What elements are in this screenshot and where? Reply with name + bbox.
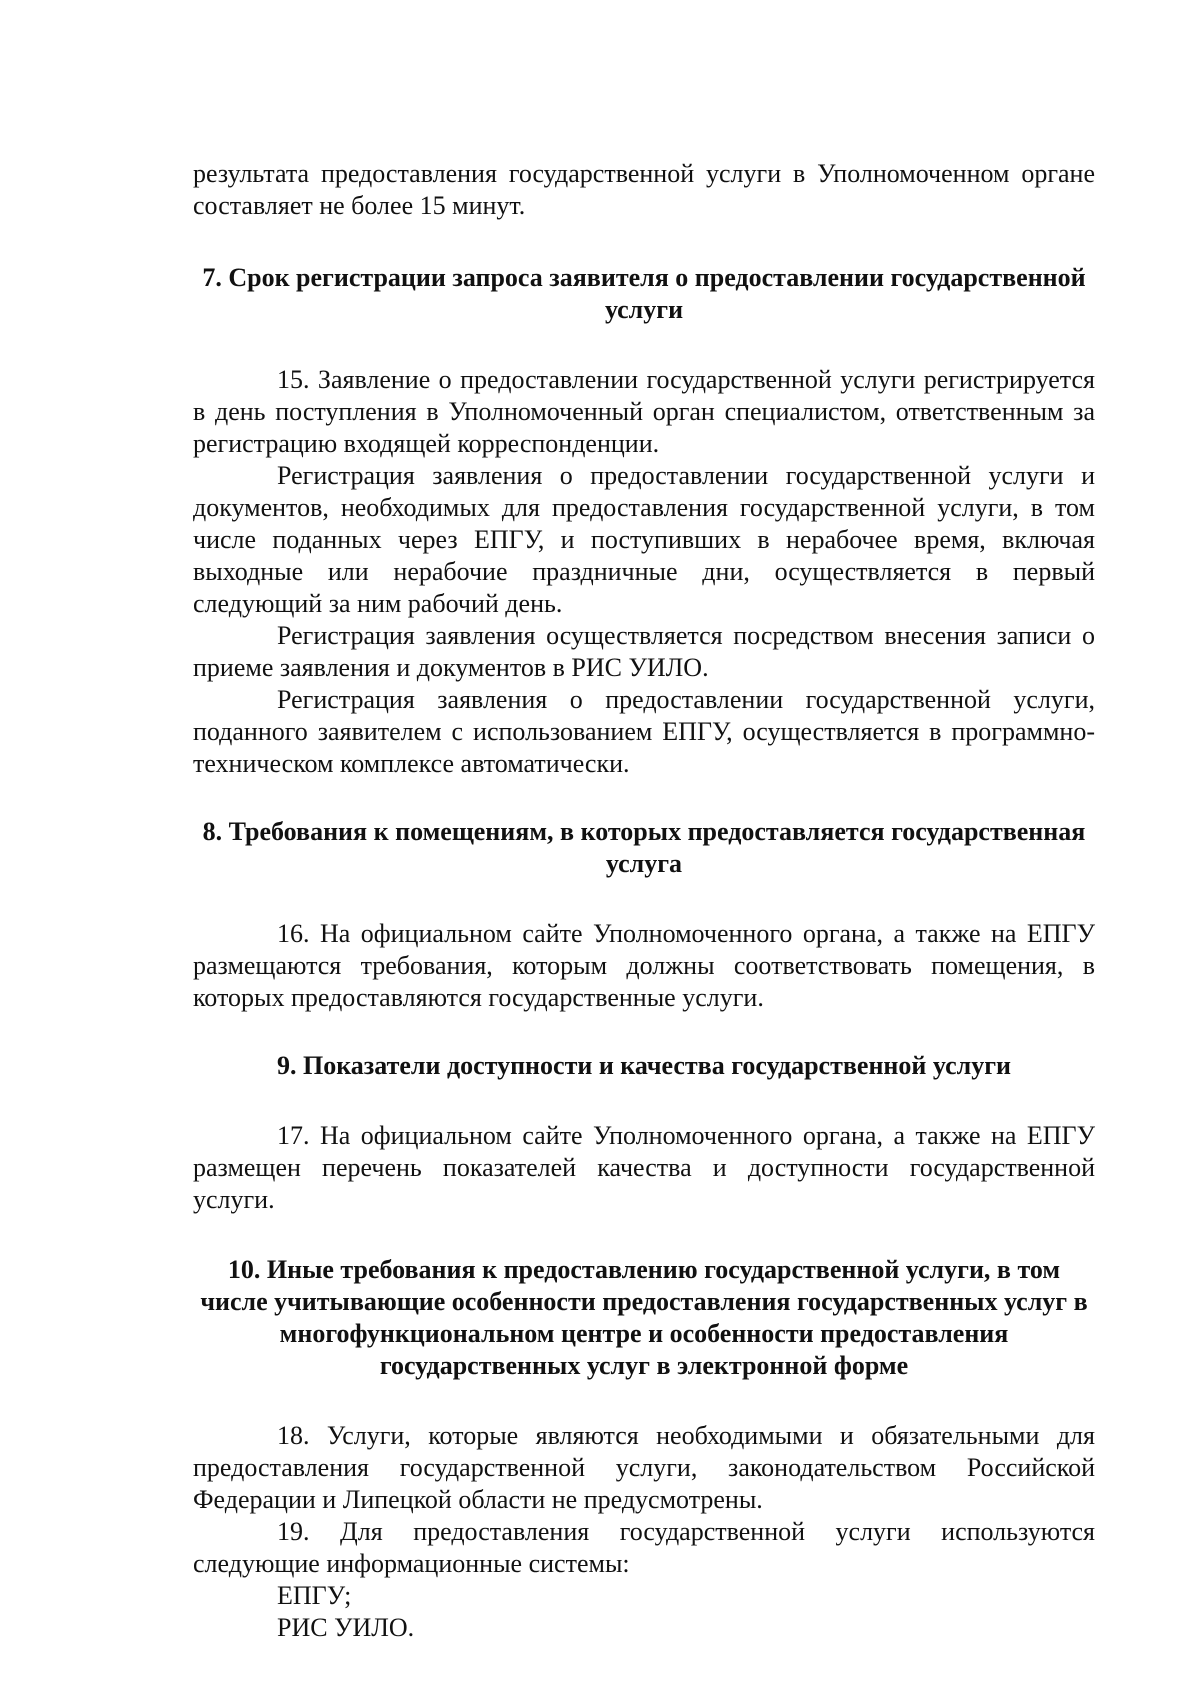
spacer (193, 780, 1095, 816)
spacer (193, 222, 1095, 262)
section-10-heading: 10. Иные требования к предоставлению государственной услуги, в том числе учитывающие особенности предоставления государственных услуг в многофункциональном центре и особенности предоставления государственных услуг в электронной форме (200, 1255, 1088, 1380)
paragraph-16: 16. На официальном сайте Уполномоченного органа, а также на ЕПГУ размещаются требования, которым должны соответствовать помещения, в которых предоставляются государственные услуги. (193, 919, 1095, 1012)
paragraph-registration-record: Регистрация заявления осуществляется посредством внесения записи о приеме заявления и документов в РИС УИЛО. (193, 621, 1095, 682)
spacer (193, 1216, 1095, 1254)
paragraph-registration-docs: Регистрация заявления о предоставлении государственной услуги и документов, необходимых для предоставления государственной услуги, в том числе поданных через ЕПГУ, и поступивших в нерабочее время, включая выходные или нерабочие праздничные дни, осуществляется в первый следующий за ним рабочий день. (193, 461, 1095, 618)
spacer (193, 1082, 1095, 1120)
section-8-heading: 8. Требования к помещениям, в которых предоставляется государственная услуга (202, 817, 1086, 878)
section-9-heading: 9. Показатели доступности и качества государственной услуги (276, 1051, 1012, 1080)
paragraph-17: 17. На официальном сайте Уполномоченного органа, а также на ЕПГУ размещен перечень показателей качества и доступности государственной услуги. (193, 1121, 1095, 1214)
list-item-ris-uilo: РИС УИЛО. (277, 1613, 415, 1642)
section-7-heading: 7. Срок регистрации запроса заявителя о предоставлении государственной услуги (202, 263, 1086, 324)
document-body (193, 158, 1095, 1644)
paragraph-19: 19. Для предоставления государственной услуги используются следующие информационные системы: (193, 1517, 1095, 1578)
paragraph-15: 15. Заявление о предоставлении государственной услуги регистрируется в день поступления в Уполномоченный орган специалистом, ответственным за регистрацию входящей корреспонденции. (193, 365, 1095, 458)
spacer (193, 880, 1095, 918)
spacer (193, 1382, 1095, 1420)
list-item-epgu: ЕПГУ; (277, 1581, 352, 1610)
spacer (193, 326, 1095, 364)
paragraph-registration-epgu: Регистрация заявления о предоставлении государственной услуги, поданного заявителем с использованием ЕПГУ, осуществляется в программно-техническом комплексе автоматически. (193, 685, 1095, 778)
continuation-paragraph: результата предоставления государственной услуги в Уполномоченном органе составляет не более 15 минут. (193, 159, 1095, 220)
spacer (193, 1014, 1095, 1050)
paragraph-18: 18. Услуги, которые являются необходимыми и обязательными для предоставления государственной услуги, законодательством Российской Федерации и Липецкой области не предусмотрены. (193, 1421, 1095, 1514)
